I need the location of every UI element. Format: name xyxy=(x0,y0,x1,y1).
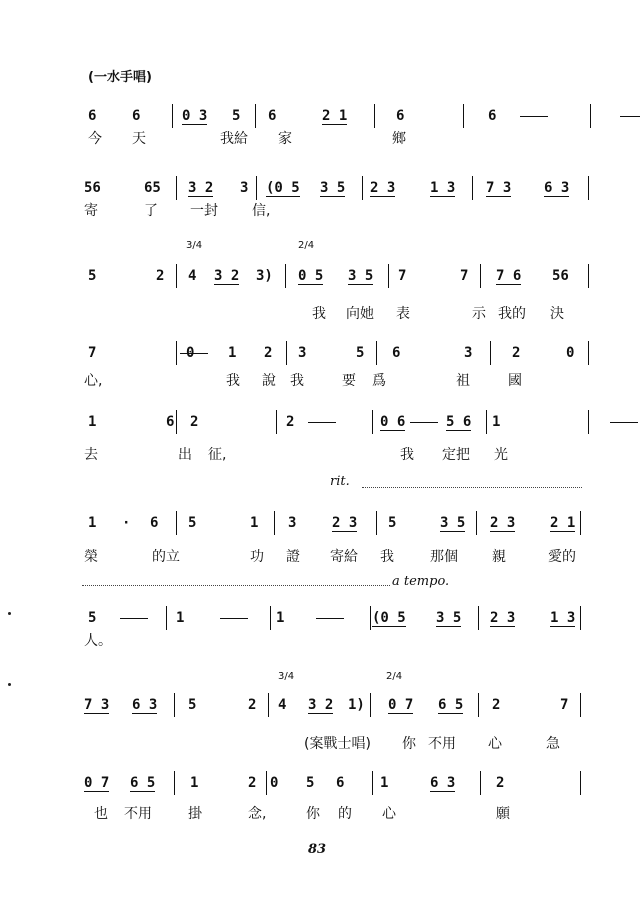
note: 4 xyxy=(278,697,287,713)
note: 0 7 xyxy=(388,697,414,713)
note: 2 3 xyxy=(332,515,358,531)
note: 6 xyxy=(132,108,141,124)
lyric-word: 掛 xyxy=(188,806,202,822)
note: 1 xyxy=(88,414,97,430)
bar-line xyxy=(376,511,377,535)
bar-line xyxy=(480,771,481,795)
note: 3 5 xyxy=(348,268,374,284)
bar-line xyxy=(270,606,271,630)
bar-line xyxy=(256,176,257,200)
bar-line xyxy=(580,606,581,630)
bar-line xyxy=(176,341,177,365)
time-signature: 2/4 xyxy=(298,240,315,251)
note: 5 xyxy=(188,697,197,713)
lyric-word: 定把 xyxy=(442,447,470,463)
lyric-word: 鄉 xyxy=(392,131,406,147)
bar-line xyxy=(580,511,581,535)
beam-underline xyxy=(430,196,455,197)
note: 2 xyxy=(264,345,273,361)
bar-line xyxy=(255,104,256,128)
lyric-word: 祖 xyxy=(456,373,470,389)
note: 2 xyxy=(248,775,257,791)
lyric-word: 功 xyxy=(250,549,264,565)
bar-line xyxy=(166,606,167,630)
page-number: 83 xyxy=(308,842,327,857)
bar-line xyxy=(285,264,286,288)
bar-line xyxy=(372,410,373,434)
note: 3 2 xyxy=(188,180,214,196)
note: 0 xyxy=(186,345,195,361)
note: 5 xyxy=(306,775,315,791)
note: 5 6 xyxy=(446,414,472,430)
note: 2 1 xyxy=(550,515,576,531)
lyric-word: 要 xyxy=(342,373,356,389)
sustain-dash xyxy=(410,422,438,423)
beam-underline xyxy=(388,713,413,714)
bar-line xyxy=(588,176,589,200)
note: 1 xyxy=(88,515,97,531)
lyric-word: 也 xyxy=(94,806,108,822)
note: 5 xyxy=(88,268,97,284)
note: 2 xyxy=(190,414,199,430)
bar-line xyxy=(580,693,581,717)
lyric-word: 家 xyxy=(278,131,292,147)
bar-line xyxy=(388,264,389,288)
lyric-word: 我 xyxy=(226,373,240,389)
lyric-word: 人。 xyxy=(84,633,112,649)
beam-underline xyxy=(130,791,155,792)
lyric-word: 我 xyxy=(400,447,414,463)
beam-underline xyxy=(550,626,575,627)
note: 6 5 xyxy=(438,697,464,713)
beam-underline xyxy=(84,791,109,792)
lyric-line xyxy=(80,546,600,564)
lyric-line xyxy=(80,803,600,821)
bar-line xyxy=(472,176,473,200)
bar-line xyxy=(476,511,477,535)
beam-underline xyxy=(490,626,515,627)
note: 6 3 xyxy=(544,180,570,196)
note: 3 xyxy=(288,515,297,531)
bar-line xyxy=(174,693,175,717)
notation-line xyxy=(80,773,600,793)
bar-line xyxy=(463,104,464,128)
bar-line xyxy=(176,410,177,434)
note: 5 xyxy=(232,108,241,124)
lyric-word: 信, xyxy=(252,203,271,219)
beam-underline xyxy=(84,713,109,714)
note: 6 3 xyxy=(430,775,456,791)
lyric-word: 一封 xyxy=(190,203,218,219)
note: 6 xyxy=(268,108,277,124)
note: 1 xyxy=(492,414,501,430)
bar-line xyxy=(286,341,287,365)
lyric-word: 表 xyxy=(396,306,410,322)
lyric-word: 我 xyxy=(290,373,304,389)
beam-underline xyxy=(332,531,357,532)
lyric-word: 念, xyxy=(248,806,267,822)
bar-line xyxy=(176,176,177,200)
note: 3 xyxy=(464,345,473,361)
lyric-word: 寄 xyxy=(84,203,98,219)
note: 5 xyxy=(388,515,397,531)
notation-line xyxy=(80,343,600,363)
time-signature: 3/4 xyxy=(186,240,203,251)
beam-underline xyxy=(436,626,461,627)
bar-line xyxy=(274,511,275,535)
note: 2 xyxy=(496,775,505,791)
lyric-word: 國 xyxy=(508,373,522,389)
beam-underline xyxy=(320,196,345,197)
note: 2 xyxy=(156,268,165,284)
note: 5 xyxy=(88,610,97,626)
lyric-word: 我給 xyxy=(220,131,248,147)
lyric-line xyxy=(80,444,600,462)
beam-underline xyxy=(372,626,406,627)
sustain-dash xyxy=(220,618,248,619)
lyric-word: 的立 xyxy=(152,549,180,565)
note: 7 xyxy=(460,268,469,284)
notation-line xyxy=(80,513,600,533)
lyric-word: (案戰士唱) xyxy=(304,736,371,752)
note: 2 xyxy=(492,697,501,713)
bar-line xyxy=(490,341,491,365)
bar-line xyxy=(276,410,277,434)
sustain-dash xyxy=(308,422,336,423)
bar-line xyxy=(176,511,177,535)
note: 6 xyxy=(392,345,401,361)
lyric-line xyxy=(80,370,600,388)
note: 7 3 xyxy=(84,697,110,713)
note: (0 5 xyxy=(372,610,406,626)
ritardando-marking: rit. xyxy=(330,474,350,489)
note: (0 5 xyxy=(266,180,300,196)
note: 6 xyxy=(150,515,159,531)
note: 7 6 xyxy=(496,268,522,284)
note: 0 3 xyxy=(182,108,208,124)
lyric-line xyxy=(80,128,600,146)
beam-underline xyxy=(214,284,239,285)
note: 2 3 xyxy=(490,610,516,626)
lyric-word: 我 xyxy=(312,306,326,322)
lyric-word: 心, xyxy=(84,373,103,389)
note: 7 xyxy=(88,345,97,361)
lyric-word: 決 xyxy=(550,306,564,322)
lyric-line xyxy=(80,303,600,321)
note: 2 xyxy=(248,697,257,713)
note: 3 5 xyxy=(440,515,466,531)
beam-underline xyxy=(446,430,471,431)
note: 6 3 xyxy=(132,697,158,713)
beam-underline xyxy=(182,124,207,125)
note: 0 xyxy=(566,345,575,361)
singer-heading: (一水手唱) xyxy=(88,70,152,85)
bar-line xyxy=(588,410,589,434)
lyric-word: 證 xyxy=(286,549,300,565)
note: 5 xyxy=(188,515,197,531)
note: 6 xyxy=(88,108,97,124)
lyric-word: 的 xyxy=(338,806,352,822)
bar-line xyxy=(580,771,581,795)
beam-underline xyxy=(544,196,569,197)
sustain-dash xyxy=(610,422,638,423)
notation-line xyxy=(80,695,600,715)
note: 1 xyxy=(250,515,259,531)
bar-line xyxy=(374,104,375,128)
note: 1 3 xyxy=(550,610,576,626)
note: 3 5 xyxy=(436,610,462,626)
note: 7 xyxy=(398,268,407,284)
beam-underline xyxy=(430,791,455,792)
bar-line xyxy=(478,693,479,717)
bar-line xyxy=(362,176,363,200)
lyric-word: 去 xyxy=(84,447,98,463)
lyric-word: 愛的 xyxy=(548,549,576,565)
note: 2 3 xyxy=(490,515,516,531)
note: 5 xyxy=(356,345,365,361)
lyric-word: 榮 xyxy=(84,549,98,565)
lyric-word: 我 xyxy=(380,549,394,565)
note: 6 xyxy=(166,414,175,430)
lyric-line xyxy=(80,630,600,648)
lyric-word: 心 xyxy=(488,736,502,752)
lyric-word: 不用 xyxy=(428,736,456,752)
note: 6 xyxy=(396,108,405,124)
beam-underline xyxy=(266,196,300,197)
sustain-dash xyxy=(180,353,208,354)
atempo-marking: a tempo. xyxy=(392,574,450,589)
sustain-dash xyxy=(620,116,640,117)
note: 0 5 xyxy=(298,268,324,284)
note: 3 2 xyxy=(308,697,334,713)
bar-line xyxy=(588,341,589,365)
bar-line xyxy=(174,771,175,795)
note: 1 3 xyxy=(430,180,456,196)
note: 7 3 xyxy=(486,180,512,196)
note: 65 xyxy=(144,180,161,196)
bar-line xyxy=(480,264,481,288)
time-signature: 3/4 xyxy=(278,671,295,682)
bar-line xyxy=(172,104,173,128)
lyric-word: 急 xyxy=(546,736,560,752)
note: 0 6 xyxy=(380,414,406,430)
lyric-word: 願 xyxy=(496,806,510,822)
lyric-word: 征, xyxy=(208,447,227,463)
time-signature: 2/4 xyxy=(386,671,403,682)
note: 6 xyxy=(488,108,497,124)
margin-mark xyxy=(8,612,11,615)
note: 3 2 xyxy=(214,268,240,284)
beam-underline xyxy=(348,284,373,285)
bar-line xyxy=(486,410,487,434)
note: 1 xyxy=(176,610,185,626)
lyric-word: 寄給 xyxy=(330,549,358,565)
lyric-word: 了 xyxy=(144,203,158,219)
lyric-word: 今 xyxy=(88,131,102,147)
note: 1 xyxy=(276,610,285,626)
lyric-word: 你 xyxy=(306,806,320,822)
note: 56 xyxy=(552,268,569,284)
lyric-word: 說 xyxy=(262,373,276,389)
note: 4 xyxy=(188,268,197,284)
bar-line xyxy=(376,341,377,365)
beam-underline xyxy=(322,124,347,125)
lyric-word: 爲 xyxy=(372,373,386,389)
lyric-word: 心 xyxy=(382,806,396,822)
note: 1 xyxy=(380,775,389,791)
lyric-word: 示 xyxy=(472,306,486,322)
lyric-word: 天 xyxy=(132,131,146,147)
beam-underline xyxy=(308,713,333,714)
beam-underline xyxy=(440,531,465,532)
lyric-line xyxy=(80,200,600,218)
note: · xyxy=(122,515,131,531)
bar-line xyxy=(478,606,479,630)
lyric-word: 你 xyxy=(402,736,416,752)
note: 1 xyxy=(228,345,237,361)
beam-underline xyxy=(380,430,405,431)
atempo-dotted-line xyxy=(82,585,390,586)
beam-underline xyxy=(298,284,323,285)
note: 7 xyxy=(560,697,569,713)
note: 2 1 xyxy=(322,108,348,124)
beam-underline xyxy=(550,531,575,532)
note: 56 xyxy=(84,180,101,196)
note: 3 xyxy=(298,345,307,361)
beam-underline xyxy=(490,531,515,532)
lyric-word: 我的 xyxy=(498,306,526,322)
lyric-word: 親 xyxy=(492,549,506,565)
ritardando-dotted-line xyxy=(362,487,582,488)
margin-mark xyxy=(8,683,11,686)
beam-underline xyxy=(496,284,521,285)
beam-underline xyxy=(370,196,395,197)
bar-line xyxy=(370,693,371,717)
note: 2 3 xyxy=(370,180,396,196)
note: 3) xyxy=(256,268,273,284)
lyric-word: 出 xyxy=(178,447,192,463)
note: 3 xyxy=(240,180,249,196)
lyric-word: 向她 xyxy=(346,306,374,322)
sustain-dash xyxy=(316,618,344,619)
beam-underline xyxy=(132,713,157,714)
sustain-dash xyxy=(520,116,548,117)
note: 2 xyxy=(512,345,521,361)
bar-line xyxy=(266,771,267,795)
notation-line xyxy=(80,178,600,198)
note: 1 xyxy=(190,775,199,791)
lyric-line xyxy=(80,733,600,751)
bar-line xyxy=(372,771,373,795)
bar-line xyxy=(268,693,269,717)
beam-underline xyxy=(188,196,213,197)
beam-underline xyxy=(438,713,463,714)
lyric-word: 那個 xyxy=(430,549,458,565)
notation-line xyxy=(80,412,600,432)
beam-underline xyxy=(486,196,511,197)
note: 6 xyxy=(336,775,345,791)
note: 0 xyxy=(270,775,279,791)
note: 6 5 xyxy=(130,775,156,791)
lyric-word: 不用 xyxy=(124,806,152,822)
note: 3 5 xyxy=(320,180,346,196)
bar-line xyxy=(176,264,177,288)
bar-line xyxy=(590,104,591,128)
bar-line xyxy=(588,264,589,288)
note: 2 xyxy=(286,414,295,430)
note: 0 7 xyxy=(84,775,110,791)
note: 1) xyxy=(348,697,365,713)
bar-line xyxy=(370,606,371,630)
notation-line xyxy=(80,266,600,286)
lyric-word: 光 xyxy=(494,447,508,463)
sustain-dash xyxy=(120,618,148,619)
